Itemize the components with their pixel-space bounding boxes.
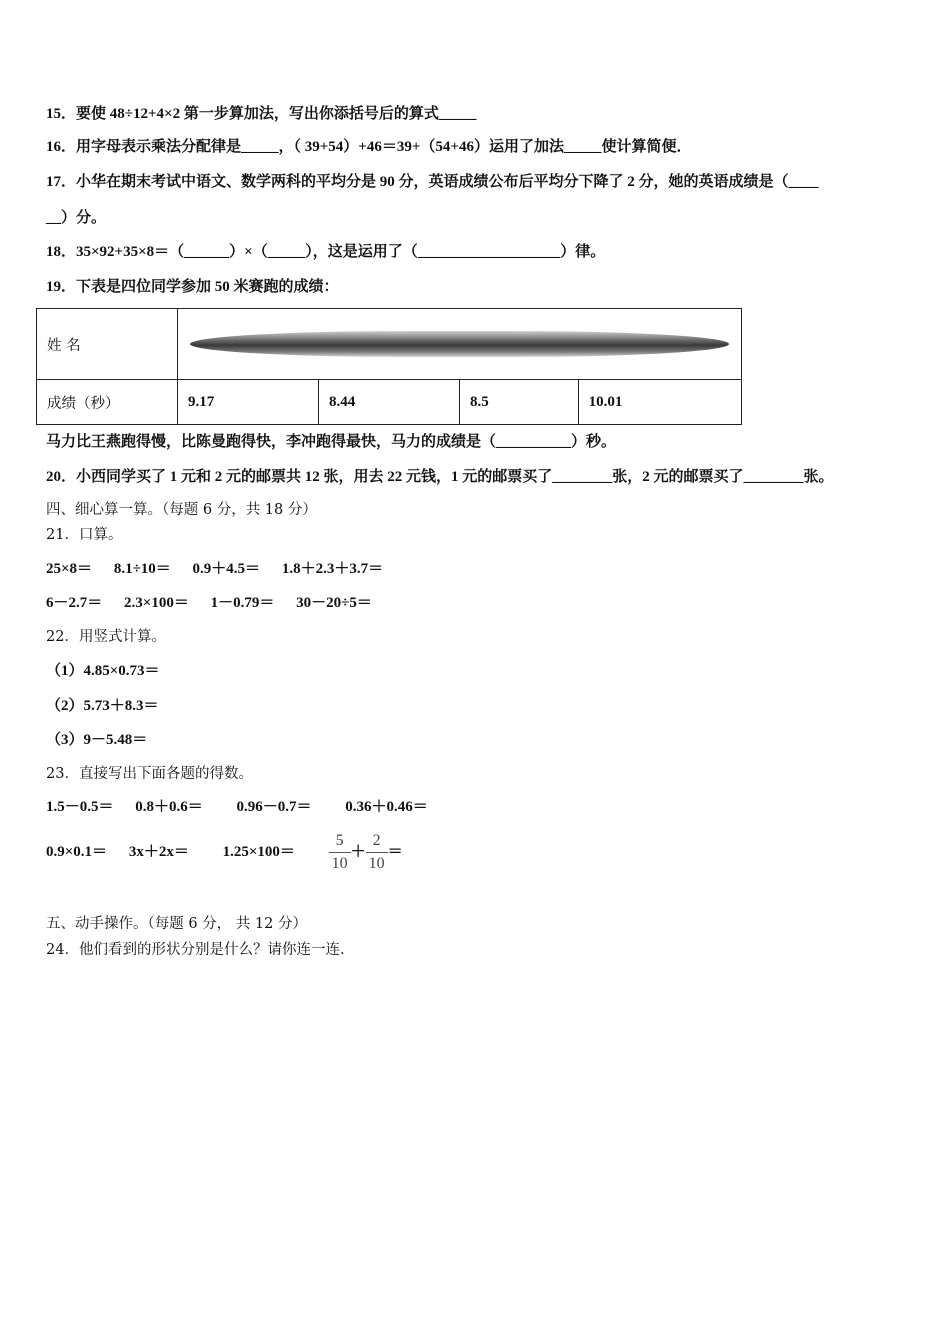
- question-23: 23．直接写出下面各题的得数。: [46, 766, 253, 782]
- vertical-calc-item: （3）9－5.48＝: [46, 732, 148, 748]
- score-cell: 8.5: [460, 380, 579, 425]
- score-cell: 8.44: [319, 380, 460, 425]
- question-16: 16．用字母表示乘法分配律是_____，（ 39+54）+46＝39+（54+46）运用了加法_____使计算简便．: [46, 139, 692, 155]
- name-header-cell: 姓 名: [37, 309, 178, 380]
- table-row: [37, 380, 742, 425]
- question-21: 21．口算。: [46, 527, 123, 543]
- question-17-line1: 17．小华在期末考试中语文、数学两科的平均分是 90 分，英语成绩公布后平均分下降了 2 分，她的英语成绩是（____: [46, 174, 819, 190]
- calc-item: 30－20÷5＝: [296, 595, 372, 611]
- calc-item: 0.96－0.7＝: [236, 799, 312, 815]
- question-15: 15．要使 48÷12+4×2 第一步算加法，写出你添括号后的算式_____: [46, 106, 477, 122]
- score-cell: 10.01: [578, 380, 741, 425]
- calc-item: 3x＋2x＝: [128, 844, 189, 860]
- fraction: $\frac{2}{10}$: [366, 830, 388, 875]
- calc-item: 1.8＋2.3＋3.7＝: [281, 561, 384, 577]
- mental-math-row-1: [46, 559, 383, 579]
- redacted-names-cell: [178, 309, 742, 380]
- question-19: 19．下表是四位同学参加 50 米赛跑的成绩：: [46, 279, 339, 295]
- question-18: 18．35×92+35×8＝（______）×（_____），这是运用了（___________________）律。: [46, 244, 606, 260]
- mental-math-row-2: [46, 593, 372, 613]
- calc-item: 0.9＋4.5＝: [192, 561, 261, 577]
- calc-item: 6－2.7＝: [46, 595, 103, 611]
- plus-sign: ＋: [350, 844, 366, 860]
- calc-item: 1.5－0.5＝: [46, 799, 114, 815]
- race-results-table: [36, 308, 742, 425]
- vertical-calc-item: （1）4.85×0.73＝: [46, 663, 160, 679]
- question-20: 20．小西同学买了 1 元和 2 元的邮票共 12 张，用去 22 元钱，1 元的邮票买了________张，2 元的邮票买了________张。: [46, 469, 834, 485]
- question-19-note: 马力比王燕跑得慢，比陈曼跑得快，李冲跑得最快，马力的成绩是（__________）秒。: [46, 434, 617, 450]
- fraction: $\frac{5}{10}$: [329, 830, 351, 875]
- redacted-names-image: [190, 331, 729, 357]
- equals-sign: ＝: [387, 844, 403, 860]
- direct-answer-row-2: [46, 828, 403, 876]
- score-header-cell: 成绩（秒）: [37, 380, 178, 425]
- table-row: [37, 309, 742, 380]
- calc-item: 1.25×100＝: [222, 844, 295, 860]
- vertical-calc-item: （2）5.73＋8.3＝: [46, 698, 159, 714]
- direct-answer-row-1: [46, 797, 428, 817]
- calc-item: 1－0.79＝: [210, 595, 275, 611]
- calc-item: 8.1÷10＝: [113, 561, 171, 577]
- calc-item: 25×8＝: [46, 561, 93, 577]
- calc-item: 0.8＋0.6＝: [135, 799, 203, 815]
- calc-item: 0.9×0.1＝: [46, 844, 108, 860]
- calc-item: 2.3×100＝: [124, 595, 189, 611]
- question-24: 24．他们看到的形状分别是什么？请你连一连.: [46, 942, 345, 958]
- score-cell: 9.17: [178, 380, 319, 425]
- question-17-line2: __）分。: [46, 210, 107, 226]
- question-22: 22．用竖式计算。: [46, 629, 166, 645]
- calc-item: 0.36＋0.46＝: [345, 799, 428, 815]
- section-5-heading: 五、动手操作。（每题 6 分， 共 12 分）: [46, 916, 307, 932]
- section-4-heading: 四、细心算一算。（每题 6 分，共 18 分）: [46, 502, 317, 518]
